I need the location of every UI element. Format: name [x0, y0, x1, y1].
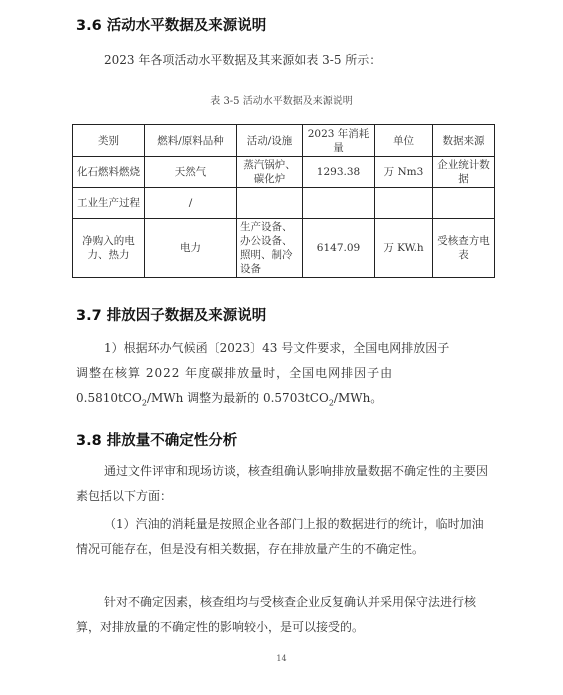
section-3-6-heading: 3.6 活动水平数据及来源说明: [76, 18, 267, 34]
table-cell: 生产设备、办公设备、照明、制冷设备: [237, 219, 303, 278]
new-factor-subscript: 2: [328, 398, 334, 408]
table-header-cell: 燃料/原料品种: [145, 125, 237, 157]
table-cell: 受核查方电表: [433, 219, 495, 278]
table-cell: 工业生产过程: [73, 188, 145, 219]
table-cell: 企业统计数据: [433, 157, 495, 188]
table-cell: [237, 188, 303, 219]
table-cell: [433, 188, 495, 219]
table-caption: 表 3-5 活动水平数据及来源说明: [210, 96, 353, 107]
table-header-cell: 数据来源: [433, 125, 495, 157]
table-cell: 化石燃料燃烧: [73, 157, 145, 188]
new-factor-prefix: 0.5703tCO: [262, 391, 329, 405]
new-factor-suffix: /MWh。: [333, 391, 383, 405]
section-3-6-intro: 2023 年各项活动水平数据及其来源如表 3-5 所示：: [104, 53, 382, 67]
table-cell: 6147.09: [303, 219, 375, 278]
section-3-8-paragraph-1: 通过文件评审和现场访谈，核查组确认影响排放量数据不确定性的主要因素包括以下方面：: [76, 464, 489, 503]
table-cell: 天然气: [145, 157, 237, 188]
table-cell: 万 KW.h: [375, 219, 433, 278]
table-header-cell: 单位: [375, 125, 433, 157]
table-header-cell: 类别: [73, 125, 145, 157]
table-cell: 蒸汽锅炉、碳化炉: [237, 157, 303, 188]
table-cell: [375, 188, 433, 219]
table-header-row: [73, 125, 495, 157]
table-cell: 电力: [145, 219, 237, 278]
section-3-7-line-2: 调整在核算 2022 年度碳排放量时，全国电网排因子由: [76, 366, 394, 380]
table-header-cell: 活动/设施: [237, 125, 303, 157]
old-factor-prefix: 0.5810tCO: [76, 391, 142, 405]
section-3-8-heading: 3.8 排放量不确定性分析: [76, 433, 238, 449]
old-factor-suffix: /MWh 调整为最新的: [146, 391, 263, 405]
table-row: [73, 219, 495, 278]
section-3-8-paragraph-3: 针对不确定因素，核查组均与受核查企业反复确认并采用保守法进行核算，对排放量的不确定性的影响较小，是可以接受的。: [76, 595, 477, 634]
activity-data-table: [72, 124, 495, 278]
table-header-cell: 2023 年消耗量: [303, 125, 375, 157]
table-cell: [303, 188, 375, 219]
table-row: [73, 157, 495, 188]
section-3-7-heading: 3.7 排放因子数据及来源说明: [76, 308, 267, 324]
section-3-8-paragraph-2: （1）汽油的消耗量是按照企业各部门上报的数据进行的统计，临时加油情况可能存在，但是没有相关数据，存在排放量产生的不确定性。: [76, 517, 484, 556]
table-cell: 万 Nm3: [375, 157, 433, 188]
section-3-7-line-1: 1）根据环办气候函〔2023〕43 号文件要求，全国电网排放因子: [104, 341, 450, 355]
old-factor-subscript: 2: [141, 398, 147, 408]
section-3-7-line-3: [76, 386, 490, 415]
page-number: 14: [276, 654, 287, 663]
table-cell: 净购入的电力、热力: [73, 219, 145, 278]
table-cell: /: [145, 188, 237, 219]
table-cell: 1293.38: [303, 157, 375, 188]
table-row: [73, 188, 495, 219]
